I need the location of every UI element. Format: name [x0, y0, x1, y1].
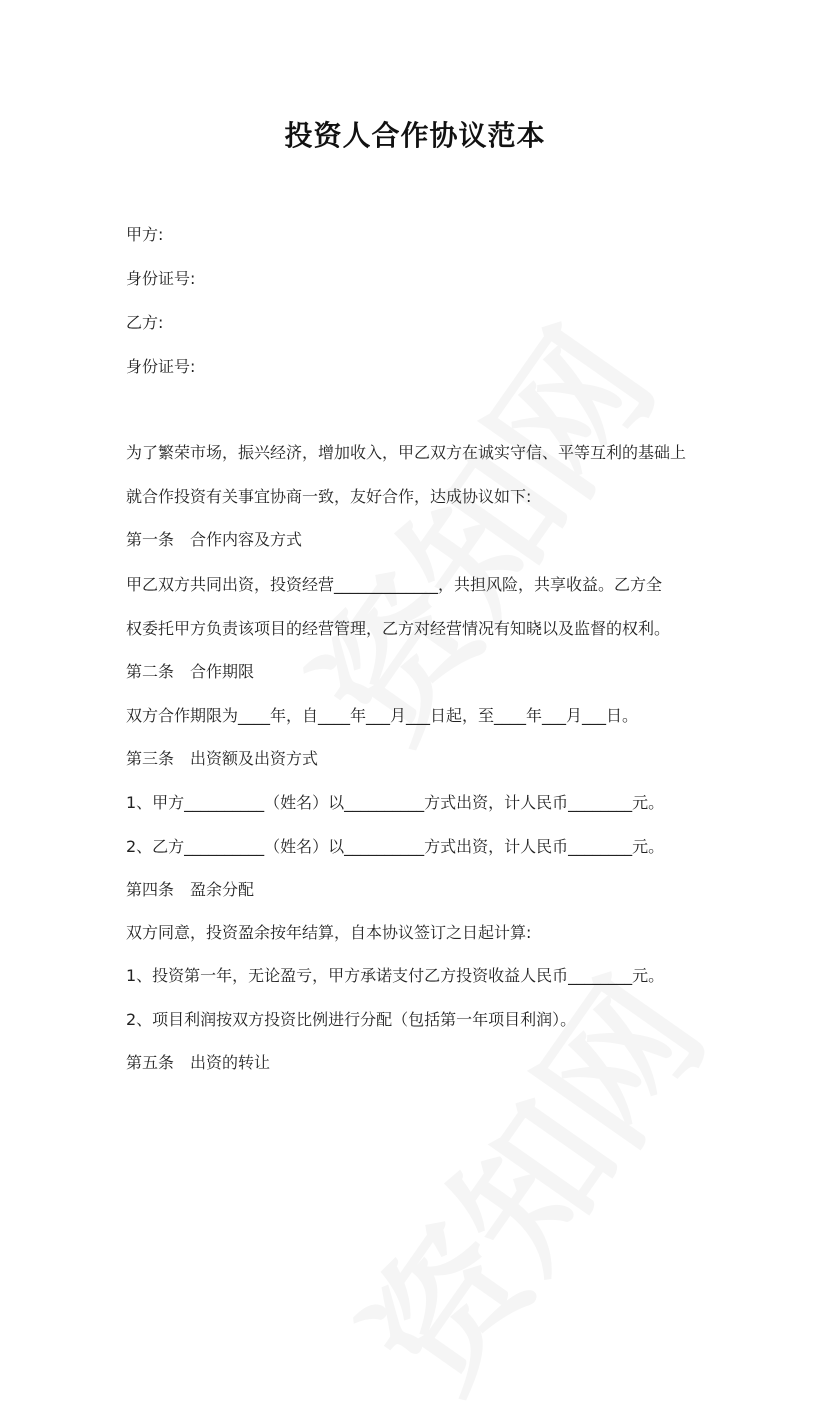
article-1-line-1: 甲乙双方共同出资，投资经营_____________，共担风险，共享收益。乙方全 [126, 575, 663, 594]
article-1-line-2: 权委托甲方负责该项目的经营管理，乙方对经营情况有知晓以及监督的权利。 [126, 619, 671, 638]
party-a-label: 甲方: [126, 225, 164, 244]
article-5-heading: 第五条 出资的转让 [126, 1053, 271, 1072]
party-a-id-label: 身份证号: [126, 269, 196, 288]
page-title: 投资人合作协议范本 [284, 119, 546, 152]
party-b-label: 乙方: [126, 313, 164, 332]
article-3-item-1: 1、甲方__________（姓名）以__________方式出资，计人民币________元。 [126, 793, 665, 812]
article-4-heading: 第四条 盈余分配 [126, 880, 255, 899]
article-4-item-1: 1、投资第一年，无论盈亏，甲方承诺支付乙方投资收益人民币________元。 [126, 966, 665, 985]
article-3-item-2: 2、乙方__________（姓名）以__________方式出资，计人民币________元。 [126, 837, 665, 856]
intro-line-1: 为了繁荣市场，振兴经济，增加收入，甲乙双方在诚实守信、平等互利的基础上 [126, 443, 687, 462]
article-4-item-2: 2、项目利润按双方投资比例进行分配（包括第一年项目利润）。 [126, 1010, 577, 1029]
article-3-heading: 第三条 出资额及出资方式 [126, 749, 319, 768]
intro-line-2: 就合作投资有关事宜协商一致，友好合作，达成协议如下: [126, 487, 532, 506]
article-4-line-1: 双方同意，投资盈余按年结算，自本协议签订之日起计算: [126, 923, 532, 942]
watermark-bottom [307, 932, 742, 1424]
article-2-line-1: 双方合作期限为____年，自____年___月___日起，至____年___月___日。 [126, 706, 639, 725]
article-2-heading: 第二条 合作期限 [126, 662, 255, 681]
party-b-id-label: 身份证号: [126, 357, 196, 376]
article-1-heading: 第一条 合作内容及方式 [126, 530, 303, 549]
watermark [257, 282, 692, 775]
